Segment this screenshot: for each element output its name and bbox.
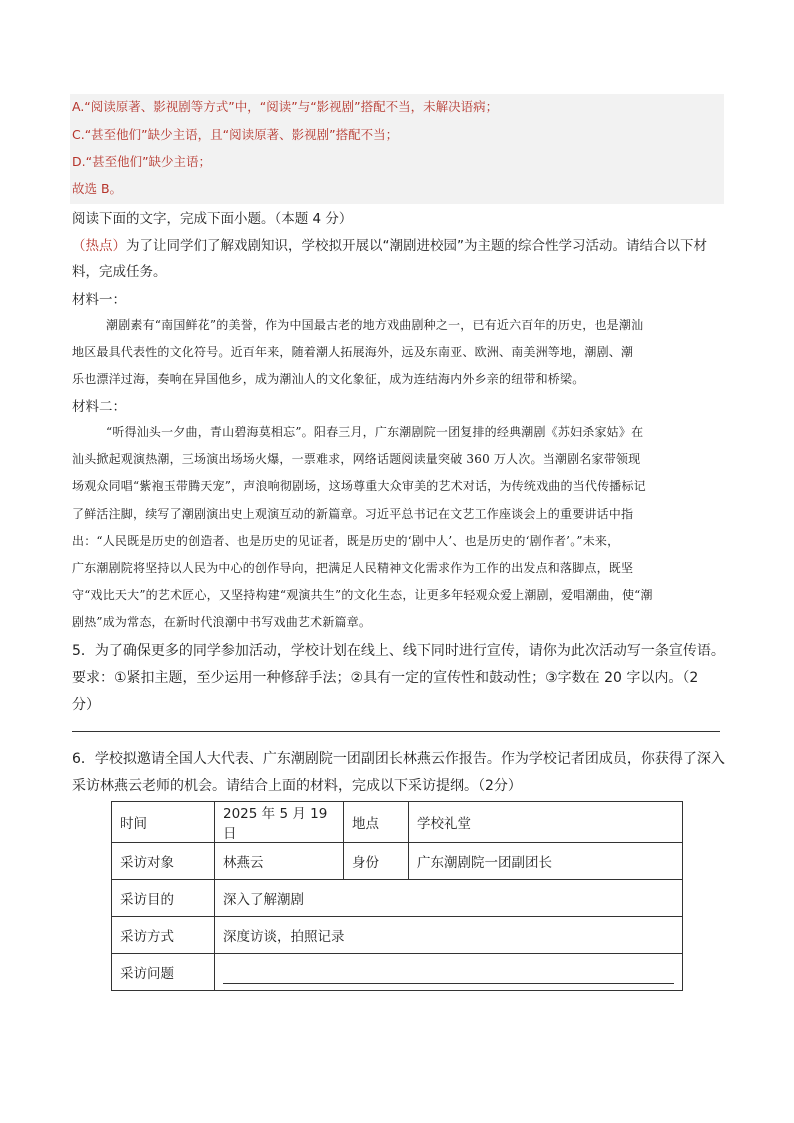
subject-label: 采访对象 [112,843,215,880]
question-6-line-2: 采访林燕云老师的机会。请结合上面的材料，完成以下采访提纲。（2分） [72,778,522,794]
place-value: 学校礼堂 [409,802,683,843]
answer-option-a: A.“阅读原著、影视剧等方式”中，“阅读”与“影视剧”搭配不当，未解决语病； [72,99,499,114]
material-2-line: 剧热”成为常态，在新时代浪潮中书写戏曲艺术新篇章。 [72,615,372,629]
task-text: 为了让同学们了解戏剧知识，学校拟开展以“潮剧进校园”为主题的综合性学习活动。请结合以下材 [126,238,707,254]
method-label: 采访方式 [112,917,215,954]
question-5-line-1: 5．为了确保更多的同学参加活动，学校计划在线上、线下同时进行宣传，请你为此次活动写一条宣传语。 [72,643,725,659]
answer-conclusion: 故选 B。 [72,181,123,196]
material-1-line: 潮剧素有“南国鲜花”的美誉，作为中国最古老的地方戏曲剧种之一，已有近六百年的历史，也是潮汕 [106,318,644,332]
material-2-line: 出：“人民既是历史的创造者、也是历史的见证者，既是历史的‘剧中人’、也是历史的‘剧作者’。”未来， [72,534,620,548]
material-2-label: 材料二： [72,399,126,415]
time-label: 时间 [112,802,215,843]
material-2-line: “听得汕头一夕曲，青山碧海莫相忘”。阳春三月，广东潮剧院一团复排的经典潮剧《苏妇杀家姑》在 [106,425,644,439]
question-label: 采访问题 [112,954,215,991]
task-line-2: 料，完成任务。 [72,264,167,280]
method-value: 深度访谈，拍照记录 [215,917,683,954]
reading-intro: 阅读下面的文字，完成下面小题。（本题 4 分） [72,211,353,227]
subject-value: 林燕云 [215,843,344,880]
question-5-line-2: 要求：①紧扣主题，至少运用一种修辞手法；②具有一定的宣传性和鼓动性；③字数在 20 字以内。（2 [72,670,699,686]
material-2-line: 场观众同唱“紫袍玉带腾天宠”，声浪响彻剧场，这场尊重大众审美的艺术对话，为传统戏曲的当代传播标记 [72,479,646,493]
hot-tag: （热点） [72,238,126,254]
purpose-label: 采访目的 [112,880,215,917]
task-line-1 [72,234,707,254]
identity-label: 身份 [344,843,409,880]
question-answer-blank[interactable] [223,963,674,984]
material-2-line: 守“戏比天大”的艺术匠心，又坚持构建“观演共生”的文化生态，让更多年轻观众爱上潮剧，爱唱潮曲，使“潮 [72,588,653,602]
answer-option-c: C.“甚至他们”缺少主语，且“阅读原著、影视剧”搭配不当； [72,127,399,142]
question-answer-cell[interactable] [215,954,683,991]
identity-value: 广东潮剧院一团副团长 [409,843,683,880]
question-6-line-1: 6．学校拟邀请全国人大代表、广东潮剧院一团副团长林燕云作报告。作为学校记者团成员，你获得了深入 [72,751,725,767]
material-1-line: 地区最具代表性的文化符号。近百年来，随着潮人拓展海外，远及东南亚、欧洲、南美洲等地，潮剧、潮 [72,345,634,359]
table-row [112,802,683,843]
answer-blank-line[interactable] [72,731,720,732]
material-2-line: 了鲜活注脚，续写了潮剧演出史上观演互动的新篇章。习近平总书记在文艺工作座谈会上的重要讲话中指 [72,507,634,521]
table-row [112,954,683,991]
table-row [112,843,683,880]
material-2-line: 广东潮剧院将坚持以人民为中心的创作导向，把满足人民精神文化需求作为工作的出发点和落脚点，既坚 [72,561,634,575]
material-1-label: 材料一： [72,292,126,308]
place-label: 地点 [344,802,409,843]
time-value: 2025 年 5 月 19 日 [215,802,344,843]
answer-option-d: D.“甚至他们”缺少主语； [72,154,212,169]
question-5-line-3: 分） [72,697,100,713]
interview-outline-table [111,801,683,991]
purpose-value: 深入了解潮剧 [215,880,683,917]
material-2-line: 汕头掀起观演热潮，三场演出场场火爆，一票难求，网络话题阅读量突破 360 万人次。当潮剧名家带领现 [72,452,641,466]
material-1-line: 乐也漂洋过海，奏响在异国他乡，成为潮汕人的文化象征，成为连结海内外乡亲的纽带和桥梁。 [72,372,585,386]
table-row [112,917,683,954]
table-row [112,880,683,917]
